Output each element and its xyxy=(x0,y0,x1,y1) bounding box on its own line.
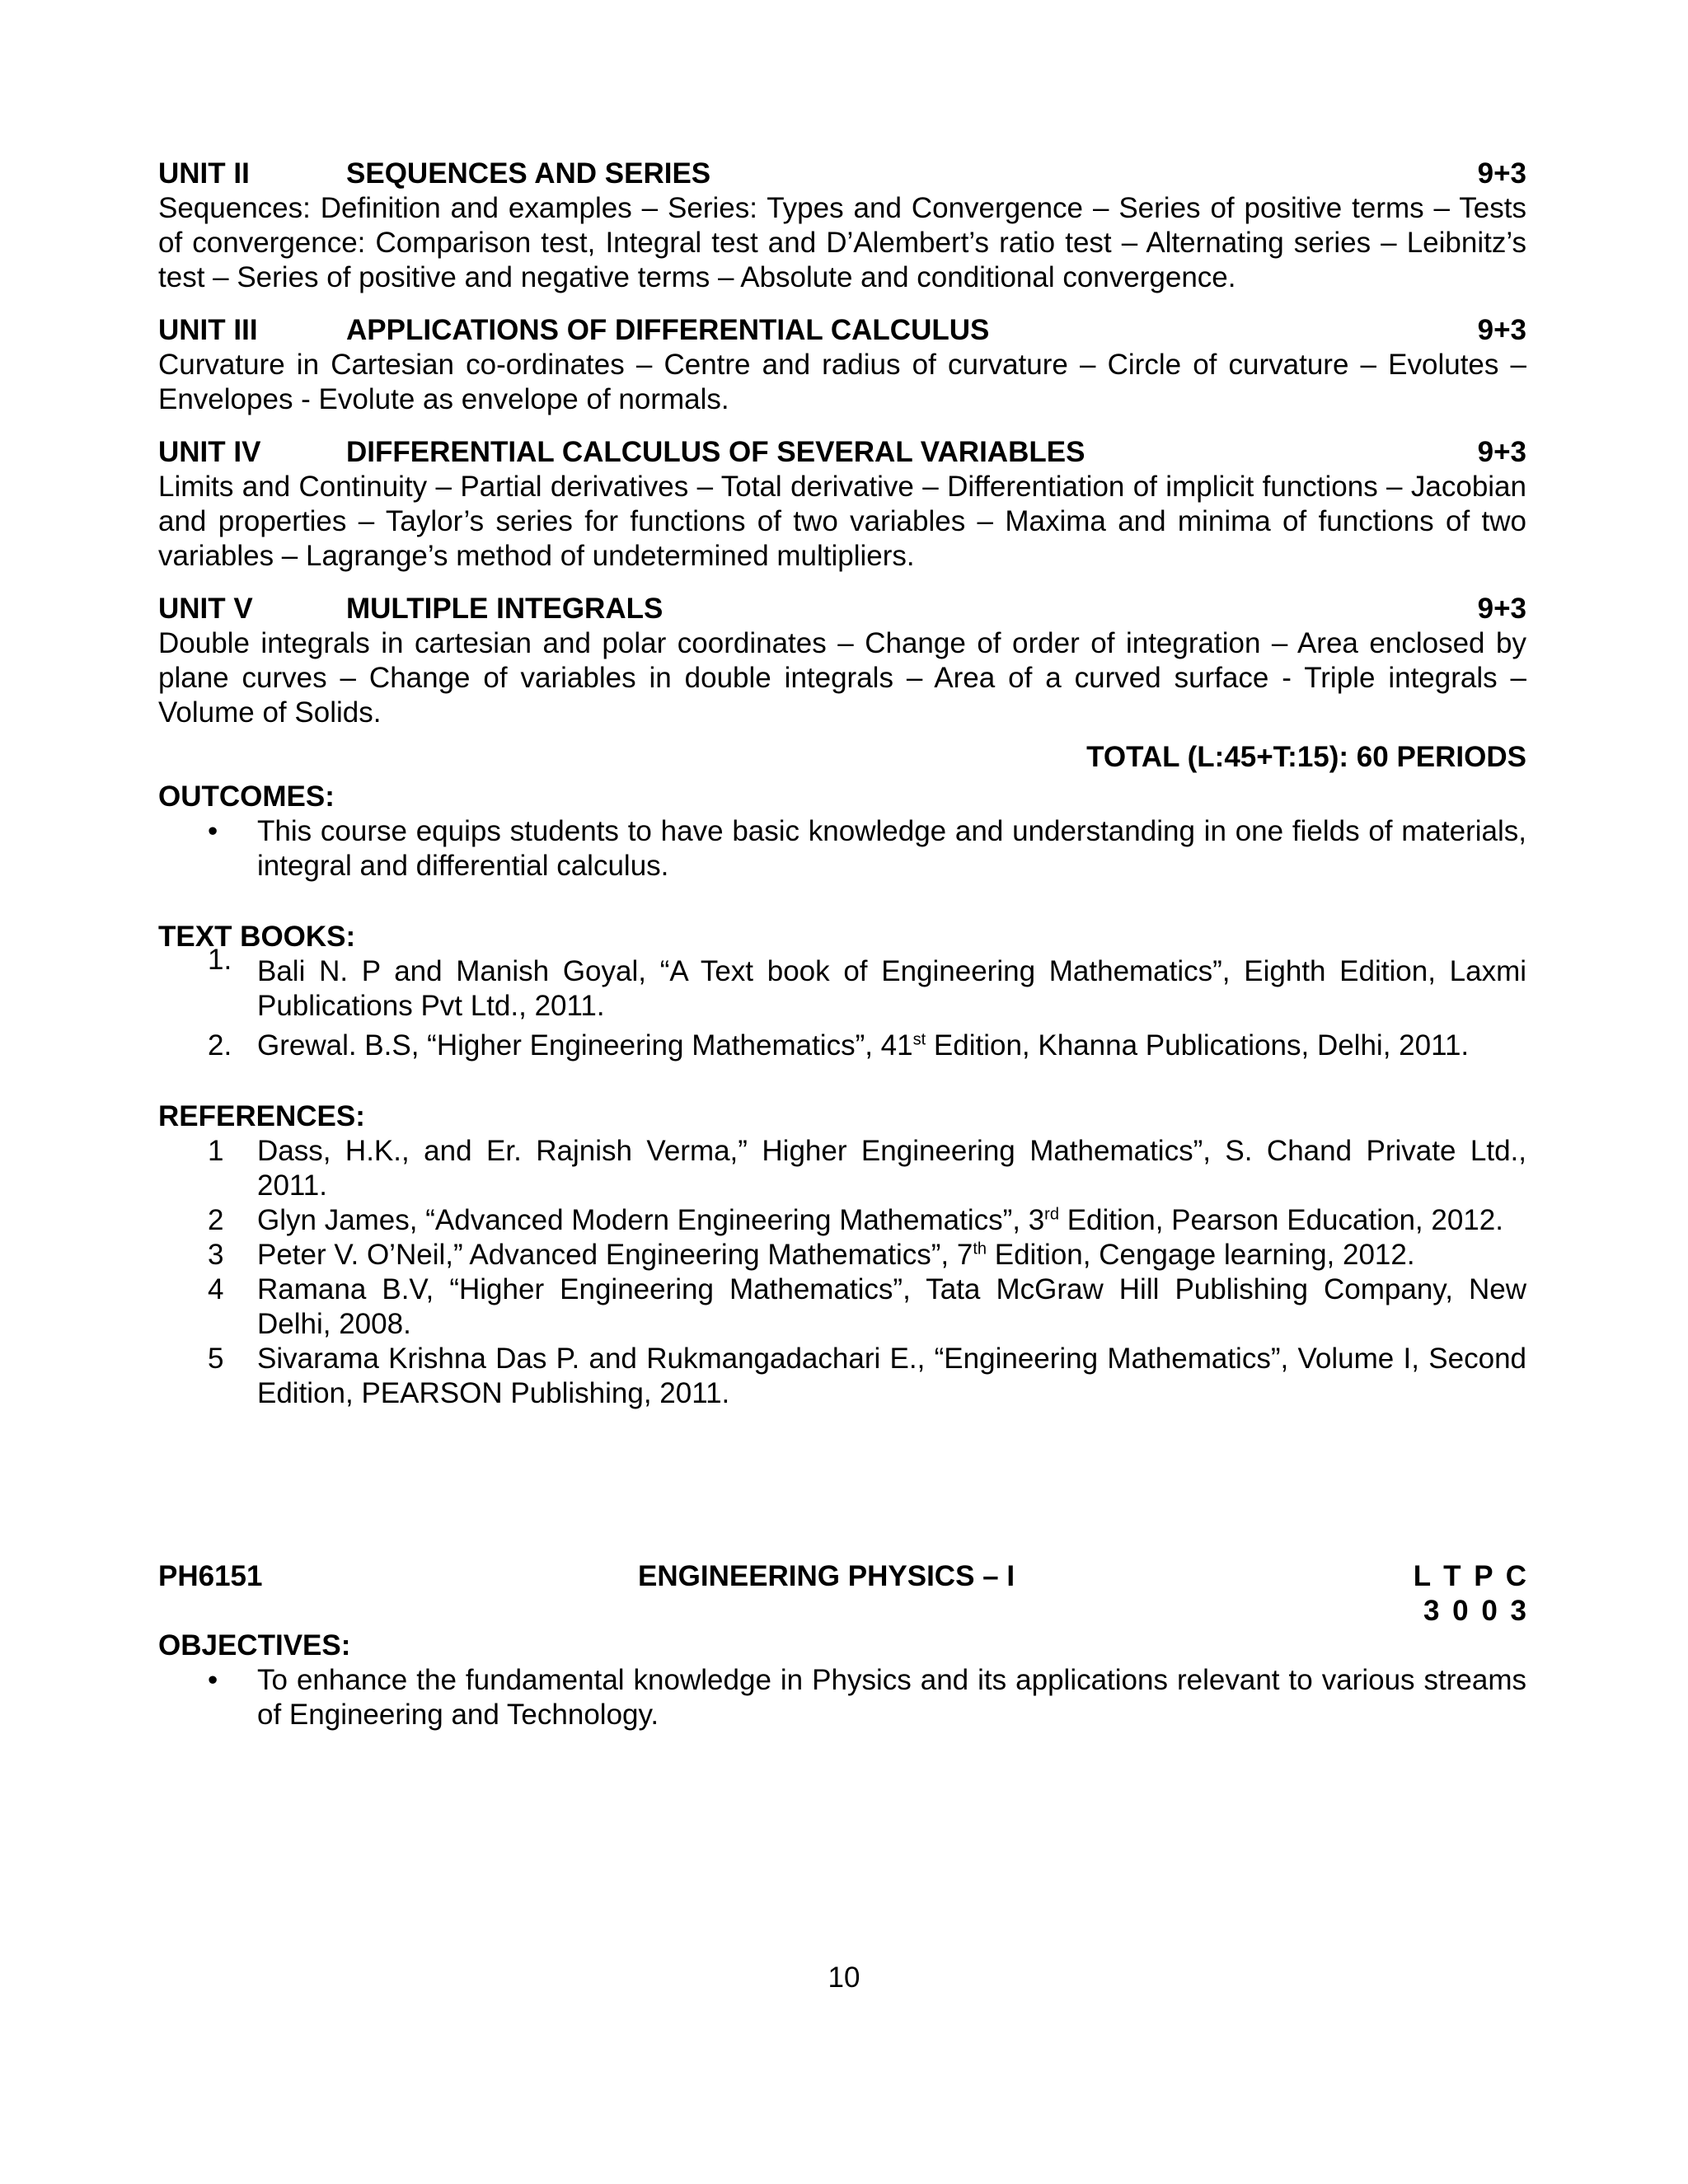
list-item xyxy=(158,1203,1526,1238)
outcomes-heading: OUTCOMES: xyxy=(158,780,335,813)
unit-number: UNIT III xyxy=(158,314,258,346)
reference-text: Sivarama Krishna Das P. and Rukmangadachari E., “Engineering Mathematics”, Volume I, Second Edition, PEARSON Publishing, 2011. xyxy=(257,1343,1526,1409)
list-number: 5 xyxy=(208,1343,224,1375)
list-item xyxy=(158,944,1526,1024)
ltpc-values: 3 0 0 3 xyxy=(1423,1595,1526,1627)
bullet-icon: • xyxy=(208,1664,218,1696)
unit-body: Curvature in Cartesian co-ordinates – Centre and radius of curvature – Circle of curvature – Evolutes – Envelopes - Evolute as envelope of normals. xyxy=(158,349,1526,415)
textbooks-section xyxy=(158,920,1526,1063)
unit-hours: 9+3 xyxy=(1477,593,1526,625)
unit-section xyxy=(158,313,1526,417)
ordinal-suffix: rd xyxy=(1044,1205,1059,1224)
list-number: 3 xyxy=(208,1239,224,1271)
list-number: 4 xyxy=(208,1273,224,1305)
unit-title: APPLICATIONS OF DIFFERENTIAL CALCULUS xyxy=(346,314,990,346)
unit-heading xyxy=(158,157,1526,191)
list-item xyxy=(158,1342,1526,1411)
course-code: PH6151 xyxy=(158,1560,263,1592)
textbooks-list xyxy=(158,944,1526,1063)
unit-title: DIFFERENTIAL CALCULUS OF SEVERAL VARIABLES xyxy=(346,436,1085,468)
references-heading: REFERENCES: xyxy=(158,1100,365,1132)
ltpc-label: L T P C xyxy=(1413,1560,1526,1592)
list-number: 1 xyxy=(208,1135,224,1167)
unit-section xyxy=(158,157,1526,295)
textbook-text: Bali N. P and Manish Goyal, “A Text book of Engineering Mathematics”, Eighth Edition, Laxmi Publications Pvt Ltd., 2011. xyxy=(257,955,1526,1022)
unit-hours: 9+3 xyxy=(1477,436,1526,468)
objective-text: To enhance the fundamental knowledge in Physics and its applications relevant to various streams of Engineering and Technology. xyxy=(257,1664,1526,1731)
list-item xyxy=(158,1238,1526,1272)
unit-heading xyxy=(158,313,1526,348)
objectives-heading: OBJECTIVES: xyxy=(158,1629,351,1661)
reference-text-cont: Edition, Pearson Education, 2012. xyxy=(1058,1204,1503,1236)
outcomes-section xyxy=(158,780,1526,883)
list-item xyxy=(158,1134,1526,1203)
list-item xyxy=(158,1663,1526,1732)
textbook-text-cont: Edition, Khanna Publications, Delhi, 2011. xyxy=(926,1029,1470,1062)
unit-section xyxy=(158,592,1526,730)
unit-body: Sequences: Definition and examples – Series: Types and Convergence – Series of positive terms – Tests of convergence: Comparison test, Integral test and D’Alembert’s ratio test – Alternating series – Leibnitz’s test – Series of positive and negative terms – Absolute and conditional convergence. xyxy=(158,192,1526,293)
course-section xyxy=(158,1559,1526,1732)
unit-heading xyxy=(158,435,1526,470)
unit-body: Double integrals in cartesian and polar coordinates – Change of order of integration – Area enclosed by plane curves – Change of variables in double integrals – Area of a curved surface - Triple integrals – Volume of Solids. xyxy=(158,627,1526,729)
reference-text: Glyn James, “Advanced Modern Engineering Mathematics”, 3 xyxy=(257,1204,1045,1236)
list-item xyxy=(158,1025,1526,1063)
list-number: 2 xyxy=(208,1204,224,1236)
unit-hours: 9+3 xyxy=(1477,314,1526,346)
ordinal-suffix: th xyxy=(973,1240,987,1258)
outcome-text: This course equips students to have basic knowledge and understanding in one fields of materials, integral and differential calculus. xyxy=(257,815,1526,882)
references-section xyxy=(158,1099,1526,1411)
list-number: 2. xyxy=(208,1029,232,1062)
ordinal-suffix: st xyxy=(912,1030,926,1049)
textbook-text: Grewal. B.S, “Higher Engineering Mathematics”, 41 xyxy=(257,1029,913,1062)
course-heading xyxy=(158,1559,1526,1594)
page-number: 10 xyxy=(828,1961,860,1994)
unit-body: Limits and Continuity – Partial derivatives – Total derivative – Differentiation of implicit functions – Jacobian and properties – Taylor’s series for functions of two variables – Maxima and minima of functions of two variables – Lagrange’s method of undetermined multipliers. xyxy=(158,471,1526,572)
syllabus-page xyxy=(158,157,1526,1732)
unit-title: MULTIPLE INTEGRALS xyxy=(346,593,663,625)
outcomes-list xyxy=(158,814,1526,883)
reference-text-cont: Edition, Cengage learning, 2012. xyxy=(987,1239,1415,1271)
reference-text: Dass, H.K., and Er. Rajnish Verma,” Higher Engineering Mathematics”, S. Chand Private Ltd., 2011. xyxy=(257,1135,1526,1202)
unit-heading xyxy=(158,592,1526,626)
total-periods: TOTAL (L:45+T:15): 60 PERIODS xyxy=(1086,741,1526,773)
course-title: ENGINEERING PHYSICS – I xyxy=(638,1560,1015,1592)
list-number: 1. xyxy=(208,944,232,976)
reference-text: Peter V. O’Neil,” Advanced Engineering Mathematics”, 7 xyxy=(257,1239,973,1271)
unit-number: UNIT V xyxy=(158,593,253,625)
list-item xyxy=(158,1272,1526,1342)
references-list xyxy=(158,1134,1526,1411)
unit-hours: 9+3 xyxy=(1477,157,1526,190)
unit-title: SEQUENCES AND SERIES xyxy=(346,157,711,190)
reference-text: Ramana B.V, “Higher Engineering Mathematics”, Tata McGraw Hill Publishing Company, New Delhi, 2008. xyxy=(257,1273,1526,1340)
unit-section xyxy=(158,435,1526,574)
objectives-list xyxy=(158,1663,1526,1732)
unit-number: UNIT IV xyxy=(158,436,261,468)
bullet-icon: • xyxy=(208,815,218,847)
list-item xyxy=(158,814,1526,883)
unit-number: UNIT II xyxy=(158,157,250,190)
textbooks-heading: TEXT BOOKS: xyxy=(158,921,356,953)
